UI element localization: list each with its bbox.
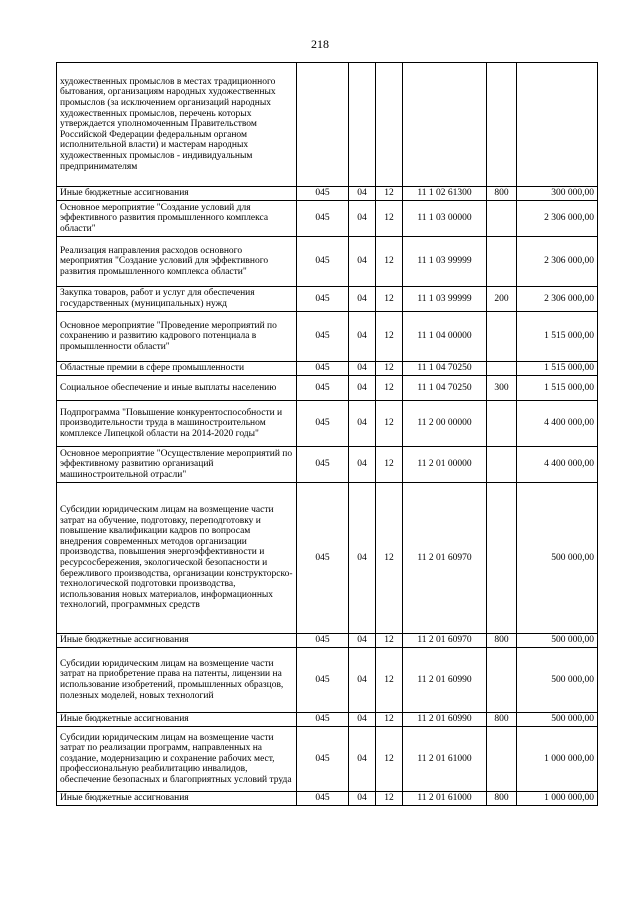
row-name: Иные бюджетные ассигнования xyxy=(57,792,297,806)
row-type: 800 xyxy=(487,792,517,806)
row-type xyxy=(487,201,517,237)
row-subsection xyxy=(376,63,403,187)
row-code: 045 xyxy=(297,401,349,447)
row-article: 11 1 03 00000 xyxy=(403,201,487,237)
table-row xyxy=(57,634,598,648)
row-subsection: 12 xyxy=(376,792,403,806)
row-code: 045 xyxy=(297,483,349,634)
row-name: Субсидии юридическим лицам на возмещение части затрат на обучение, подготовку, переподготовку и повышение квалификации кадров по вопросам внедрения современных методов организации производства, повышения энергоэффективности и ресурсосбережения, экологической безопасности и бережливого производства, организации конструкторско-технологической подготовки производства, использования новых материалов, информационных технологий, программных средств xyxy=(57,483,297,634)
row-section: 04 xyxy=(349,447,376,483)
row-code: 045 xyxy=(297,634,349,648)
row-article: 11 1 04 70250 xyxy=(403,362,487,376)
row-name: Субсидии юридическим лицам на возмещение части затрат по реализации программ, направленных на создание, модернизацию и сохранение рабочих мест, профессиональную реабилитацию инвалидов, обеспечение безопасных и благоприятных условий труда xyxy=(57,727,297,792)
row-sum: 1 000 000,00 xyxy=(517,792,598,806)
row-name: Субсидии юридическим лицам на возмещение части затрат на приобретение права на патенты, лицензии на использование изобретений, промышленных образцов, полезных моделей, новых технологий xyxy=(57,648,297,713)
table-row xyxy=(57,201,598,237)
row-name: Иные бюджетные ассигнования xyxy=(57,187,297,201)
page-number: 218 xyxy=(311,37,329,51)
row-subsection: 12 xyxy=(376,727,403,792)
row-subsection: 12 xyxy=(376,237,403,287)
row-section: 04 xyxy=(349,483,376,634)
row-sum: 2 306 000,00 xyxy=(517,287,598,312)
row-sum: 2 306 000,00 xyxy=(517,237,598,287)
row-type xyxy=(487,447,517,483)
row-section: 04 xyxy=(349,713,376,727)
row-subsection: 12 xyxy=(376,312,403,362)
row-code: 045 xyxy=(297,237,349,287)
row-section: 04 xyxy=(349,376,376,401)
table-row xyxy=(57,63,598,187)
row-article: 11 2 01 60990 xyxy=(403,648,487,713)
table-row xyxy=(57,713,598,727)
row-code: 045 xyxy=(297,792,349,806)
row-code: 045 xyxy=(297,713,349,727)
row-sum: 1 000 000,00 xyxy=(517,727,598,792)
row-section: 04 xyxy=(349,727,376,792)
row-article: 11 1 04 00000 xyxy=(403,312,487,362)
budget-table xyxy=(56,62,598,806)
row-sum: 1 515 000,00 xyxy=(517,312,598,362)
row-article: 11 2 01 60990 xyxy=(403,713,487,727)
row-subsection: 12 xyxy=(376,287,403,312)
row-type: 800 xyxy=(487,634,517,648)
row-type xyxy=(487,312,517,362)
row-subsection: 12 xyxy=(376,648,403,713)
row-subsection: 12 xyxy=(376,713,403,727)
table-row xyxy=(57,287,598,312)
row-name: Социальное обеспечение и иные выплаты населению xyxy=(57,376,297,401)
row-sum: 500 000,00 xyxy=(517,713,598,727)
row-code: 045 xyxy=(297,376,349,401)
row-code: 045 xyxy=(297,362,349,376)
row-type xyxy=(487,401,517,447)
row-article: 11 1 04 70250 xyxy=(403,376,487,401)
row-subsection: 12 xyxy=(376,401,403,447)
row-name: Основное мероприятие "Осуществление мероприятий по эффективному развитию организаций машиностроительной отрасли" xyxy=(57,447,297,483)
table-row xyxy=(57,312,598,362)
row-code: 045 xyxy=(297,201,349,237)
row-sum: 1 515 000,00 xyxy=(517,362,598,376)
table-row xyxy=(57,187,598,201)
row-article: 11 2 01 61000 xyxy=(403,792,487,806)
table-row xyxy=(57,401,598,447)
table-row xyxy=(57,362,598,376)
table-row xyxy=(57,792,598,806)
row-code: 045 xyxy=(297,287,349,312)
row-subsection: 12 xyxy=(376,201,403,237)
row-section: 04 xyxy=(349,401,376,447)
row-name: Подпрограмма "Повышение конкурентоспособности и производительности труда в машиностроительном комплексе Липецкой области на 2014-2020 годы" xyxy=(57,401,297,447)
row-section: 04 xyxy=(349,312,376,362)
row-code: 045 xyxy=(297,447,349,483)
row-subsection: 12 xyxy=(376,483,403,634)
row-section: 04 xyxy=(349,287,376,312)
row-section: 04 xyxy=(349,187,376,201)
row-type xyxy=(487,362,517,376)
row-type: 300 xyxy=(487,376,517,401)
row-section: 04 xyxy=(349,792,376,806)
row-name: Иные бюджетные ассигнования xyxy=(57,713,297,727)
row-type: 800 xyxy=(487,713,517,727)
row-code: 045 xyxy=(297,312,349,362)
row-article: 11 2 00 00000 xyxy=(403,401,487,447)
row-type xyxy=(487,648,517,713)
row-name: художественных промыслов в местах традиционного бытования, организациям народных художественных промыслов (за исключением организаций народных художественных промыслов, перечень которых утверждается уполномоченным Правительством Российской Федерации федеральным органом исполнительной власти) и мастерам народных художественных промыслов - индивидуальным предпринимателям xyxy=(57,63,297,187)
row-name: Основное мероприятие "Создание условий для эффективного развития промышленного комплекса области" xyxy=(57,201,297,237)
row-article: 11 2 01 00000 xyxy=(403,447,487,483)
row-section: 04 xyxy=(349,362,376,376)
table-row xyxy=(57,376,598,401)
row-type xyxy=(487,483,517,634)
row-code xyxy=(297,63,349,187)
row-type xyxy=(487,237,517,287)
row-article: 11 2 01 61000 xyxy=(403,727,487,792)
row-subsection: 12 xyxy=(376,447,403,483)
table-row xyxy=(57,648,598,713)
row-sum: 300 000,00 xyxy=(517,187,598,201)
row-section xyxy=(349,63,376,187)
row-name: Закупка товаров, работ и услуг для обеспечения государственных (муниципальных) нужд xyxy=(57,287,297,312)
row-sum: 4 400 000,00 xyxy=(517,401,598,447)
row-section: 04 xyxy=(349,648,376,713)
table-row xyxy=(57,727,598,792)
row-code: 045 xyxy=(297,727,349,792)
row-type xyxy=(487,727,517,792)
row-sum: 500 000,00 xyxy=(517,648,598,713)
row-article: 11 1 02 61300 xyxy=(403,187,487,201)
row-article xyxy=(403,63,487,187)
row-name: Иные бюджетные ассигнования xyxy=(57,634,297,648)
row-subsection: 12 xyxy=(376,187,403,201)
row-sum: 4 400 000,00 xyxy=(517,447,598,483)
row-sum xyxy=(517,63,598,187)
row-article: 11 2 01 60970 xyxy=(403,483,487,634)
row-name: Основное мероприятие "Проведение мероприятий по сохранению и развитию кадрового потенциала в промышленности области" xyxy=(57,312,297,362)
row-type: 800 xyxy=(487,187,517,201)
row-article: 11 2 01 60970 xyxy=(403,634,487,648)
row-subsection: 12 xyxy=(376,634,403,648)
row-name: Областные премии в сфере промышленности xyxy=(57,362,297,376)
row-section: 04 xyxy=(349,237,376,287)
row-article: 11 1 03 99999 xyxy=(403,237,487,287)
row-type: 200 xyxy=(487,287,517,312)
row-type xyxy=(487,63,517,187)
row-sum: 2 306 000,00 xyxy=(517,201,598,237)
row-sum: 500 000,00 xyxy=(517,634,598,648)
row-sum: 500 000,00 xyxy=(517,483,598,634)
table-row xyxy=(57,447,598,483)
row-article: 11 1 03 99999 xyxy=(403,287,487,312)
row-sum: 1 515 000,00 xyxy=(517,376,598,401)
row-section: 04 xyxy=(349,634,376,648)
row-code: 045 xyxy=(297,187,349,201)
table-row xyxy=(57,483,598,634)
row-name: Реализация направления расходов основного мероприятия "Создание условий для эффективного развития промышленного комплекса области" xyxy=(57,237,297,287)
row-subsection: 12 xyxy=(376,376,403,401)
table-row xyxy=(57,237,598,287)
row-code: 045 xyxy=(297,648,349,713)
row-subsection: 12 xyxy=(376,362,403,376)
row-section: 04 xyxy=(349,201,376,237)
